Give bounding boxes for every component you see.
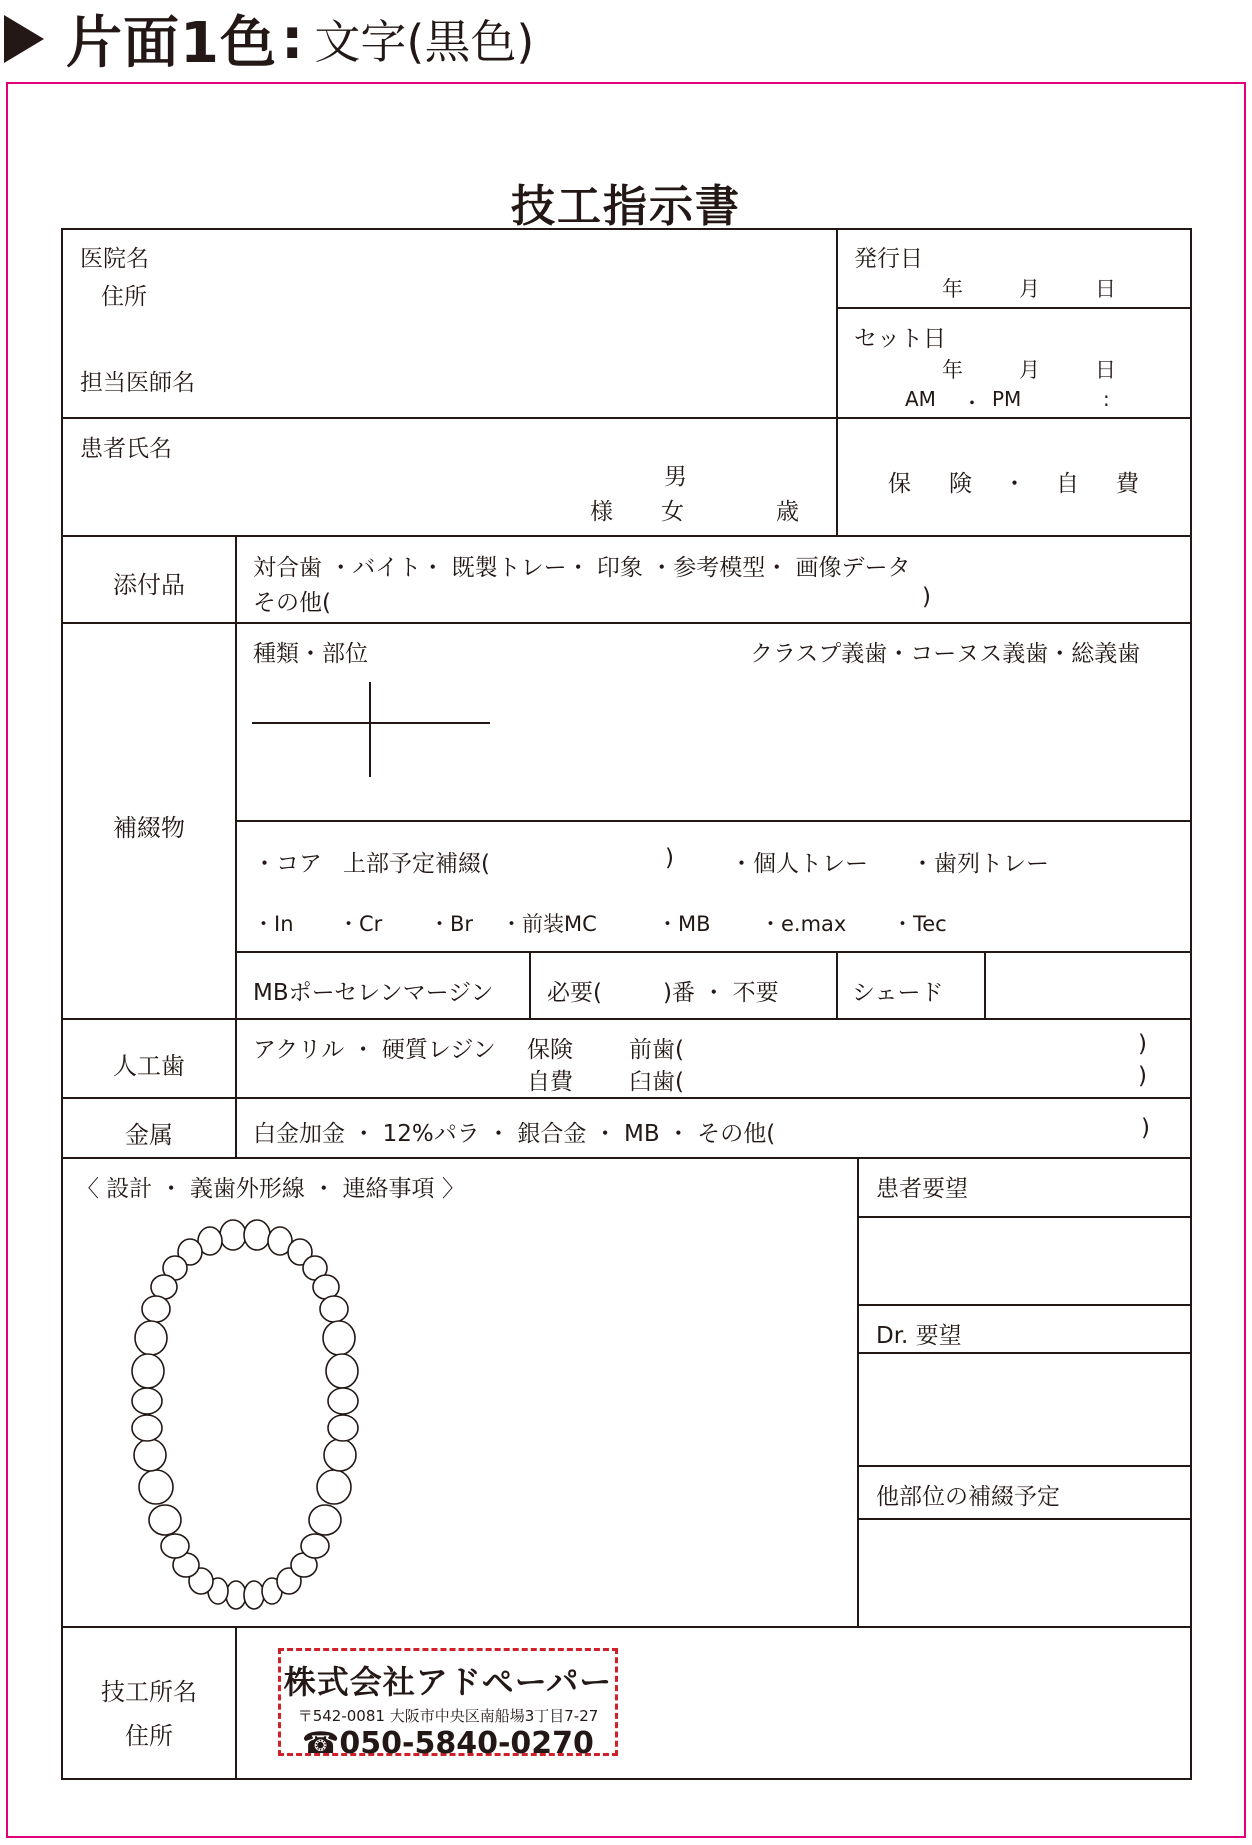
- lab-name-label: 技工所名: [101, 1678, 197, 1706]
- issue-month: 月: [1019, 277, 1040, 301]
- mb-margin-need: 必要(: [547, 980, 602, 1006]
- upper-plan-close: ): [665, 845, 674, 871]
- form-title: 技工指示書: [511, 181, 741, 232]
- option-cr: ・Cr: [338, 912, 383, 936]
- option-emax: ・e.max: [760, 912, 847, 936]
- front-teeth-label: 前歯(: [629, 1037, 684, 1063]
- metal-options: 白金加金 ・ 12%パラ ・ 銀合金 ・ MB ・ その他(: [253, 1121, 776, 1147]
- artificial-teeth-insurance: 保険: [527, 1037, 573, 1063]
- mb-margin-label: MBポーセレンマージン: [253, 980, 494, 1006]
- other-parts-plan-label: 他部位の補綴予定: [876, 1484, 1060, 1510]
- molar-teeth-label: 臼歯(: [629, 1069, 684, 1095]
- insurance-separator: ・: [1003, 471, 1026, 497]
- attachments-other-close: ): [922, 584, 931, 610]
- set-year: 年: [942, 358, 963, 382]
- metal-other-close: ): [1141, 1115, 1150, 1141]
- patient-name-label: 患者氏名: [80, 436, 172, 462]
- front-teeth-close: ): [1138, 1031, 1147, 1057]
- artificial-teeth-self-pay: 自費: [527, 1069, 573, 1095]
- option-tec: ・Tec: [892, 912, 947, 936]
- option-front-mc: ・前装MC: [501, 912, 597, 936]
- denture-types: クラスプ義歯・コーヌス義歯・総義歯: [750, 641, 1141, 667]
- clinic-name-label: 医院名: [80, 246, 149, 272]
- set-am-pm-separator: ・: [962, 391, 982, 415]
- issue-day: 日: [1095, 277, 1116, 301]
- artificial-teeth-label: 人工歯: [113, 1052, 185, 1080]
- dental-arch-chart: [120, 1215, 370, 1615]
- stamp-phone: ☎050-5840-0270: [302, 1726, 594, 1761]
- attachments-label: 添付品: [113, 571, 185, 599]
- metal-label: 金属: [125, 1121, 173, 1149]
- shade-label: シェード: [852, 980, 944, 1006]
- molar-teeth-close: ): [1138, 1063, 1147, 1089]
- insurance-ken: 険: [949, 471, 972, 497]
- patient-request-label: 患者要望: [876, 1176, 968, 1202]
- print-spec-colon: :: [280, 6, 305, 72]
- set-month: 月: [1019, 358, 1040, 382]
- insurance-ho: 保: [888, 471, 911, 497]
- option-mb: ・MB: [657, 912, 711, 936]
- patient-male: 男: [664, 464, 687, 490]
- design-section-label: 〈 設計 ・ 義歯外形線 ・ 連絡事項 〉: [76, 1176, 465, 1202]
- print-spec-label: 片面1色: [66, 11, 277, 76]
- upper-arch: [132, 1220, 358, 1414]
- set-pm: PM: [992, 387, 1022, 411]
- patient-female: 女: [661, 499, 684, 525]
- dental-tray-option: ・歯列トレー: [911, 851, 1049, 877]
- self-pay-hi: 費: [1116, 471, 1139, 497]
- lab-address-label: 住所: [125, 1722, 173, 1750]
- lower-arch: [132, 1415, 358, 1609]
- set-day: 日: [1095, 358, 1116, 382]
- issue-year: 年: [942, 277, 963, 301]
- upper-plan-label: 上部予定補綴(: [343, 851, 490, 877]
- option-br: ・Br: [429, 912, 474, 936]
- restoration-label: 補綴物: [113, 814, 185, 842]
- restoration-type-label: 種類・部位: [253, 641, 368, 667]
- patient-age: 歳: [776, 499, 799, 525]
- clinic-address-label: 住所: [101, 284, 147, 310]
- self-pay-ji: 自: [1056, 471, 1079, 497]
- print-spec-detail: 文字(黒色): [314, 15, 535, 69]
- company-stamp: [278, 1648, 618, 1761]
- set-date-label: セット日: [854, 326, 946, 352]
- attachments-other: その他(: [253, 590, 331, 616]
- option-in: ・In: [253, 912, 294, 936]
- issue-date-label: 発行日: [854, 246, 923, 272]
- attachments-items: 対合歯 ・バイト・ 既製トレー・ 印象 ・参考模型・ 画像データ: [253, 555, 911, 581]
- set-am: AM: [905, 387, 936, 411]
- stamp-company-name: 株式会社アドペーパー: [283, 1663, 613, 1701]
- set-time-colon: :: [1103, 387, 1110, 411]
- core-option: ・コア: [253, 851, 322, 877]
- mb-margin-number-notneeded: )番 ・ 不要: [663, 980, 779, 1006]
- doctor-request-label: Dr. 要望: [876, 1323, 962, 1349]
- stamp-address: 〒542-0081 大阪市中央区南船場3丁目7-27: [297, 1707, 599, 1725]
- custom-tray-option: ・個人トレー: [730, 851, 868, 877]
- patient-sama: 様: [590, 499, 613, 525]
- artificial-teeth-material: アクリル ・ 硬質レジン: [253, 1037, 496, 1063]
- doctor-name-label: 担当医師名: [80, 370, 195, 396]
